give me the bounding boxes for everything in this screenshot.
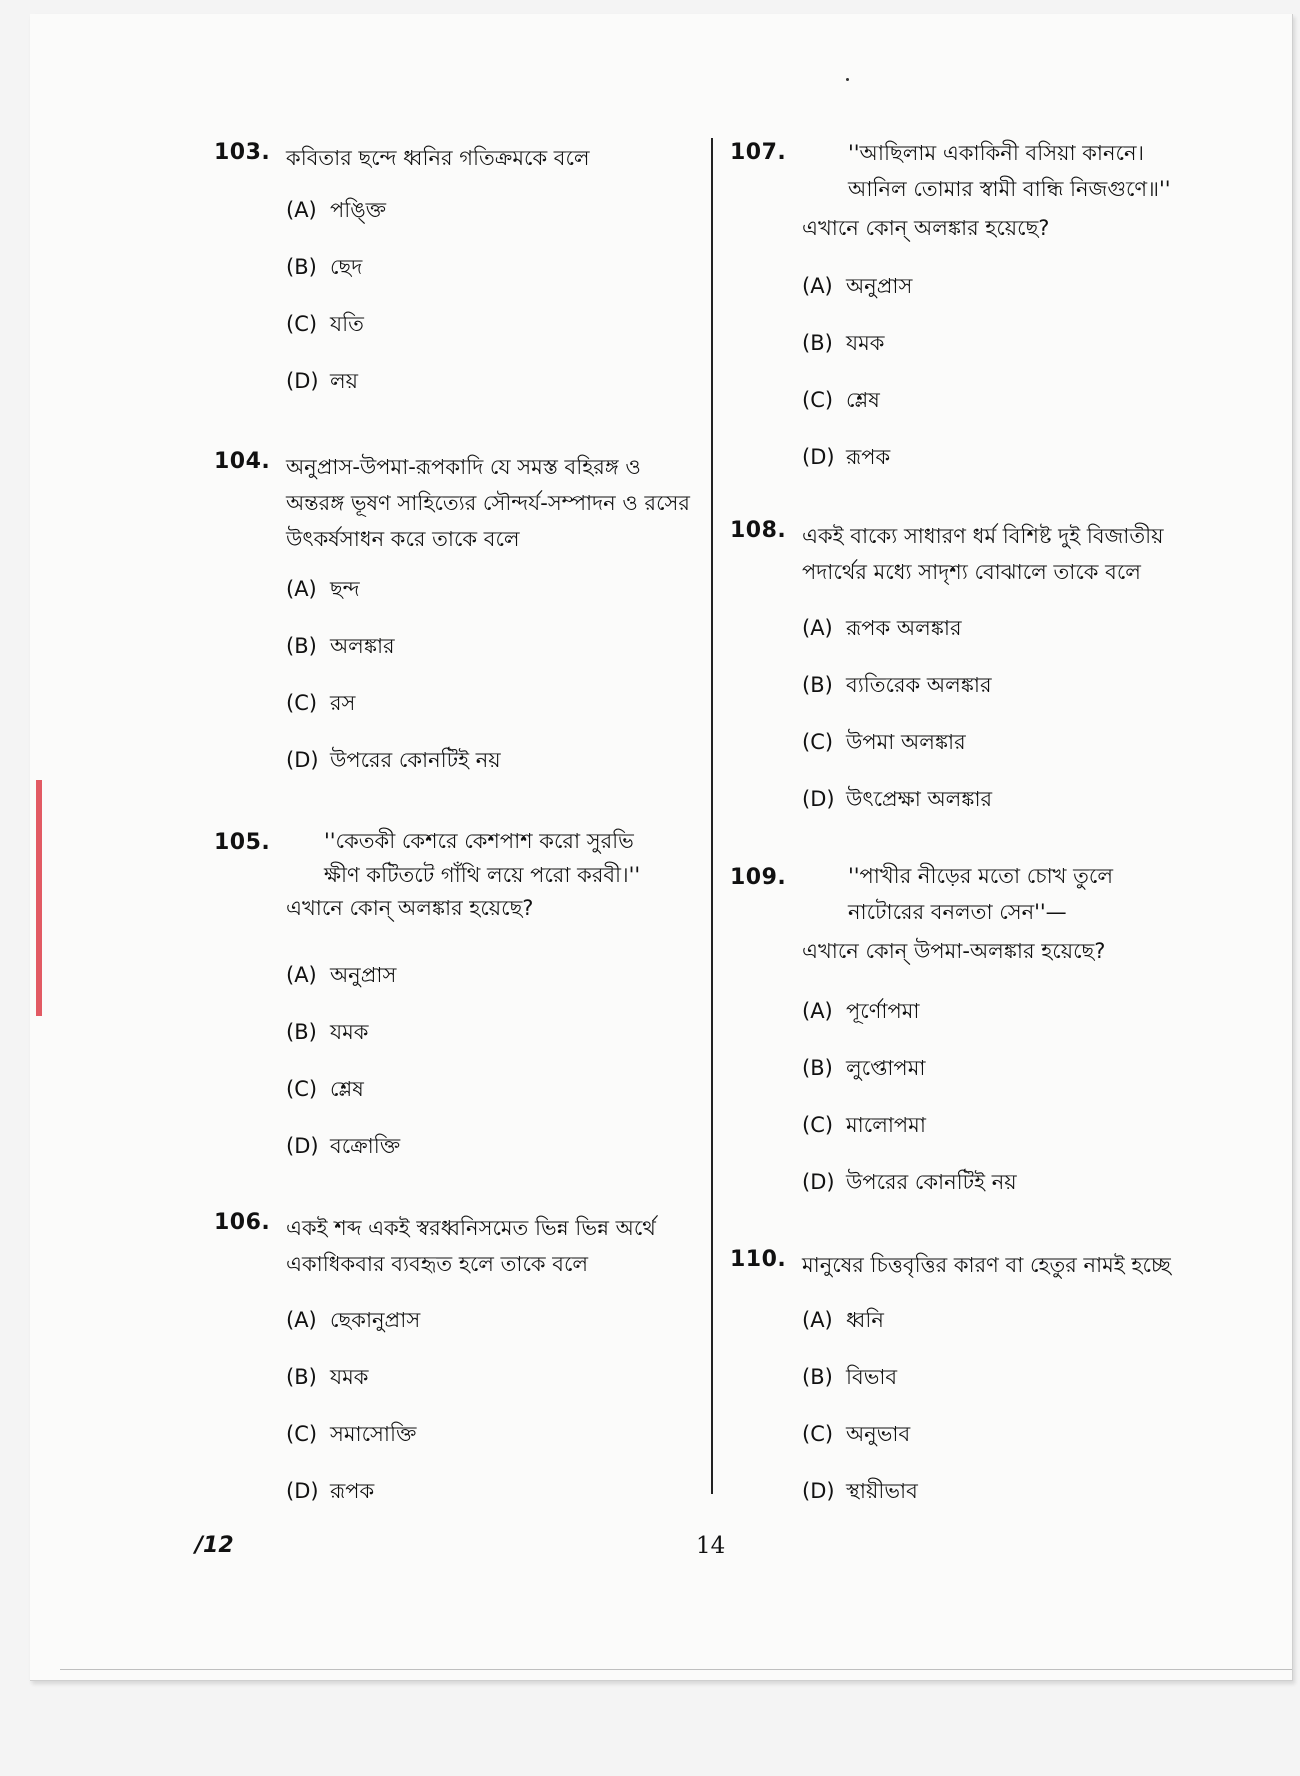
option-text: মালোপমা [846,1113,926,1137]
question-text-line: একই শব্দ একই স্বরধ্বনিসমেত ভিন্ন ভিন্ন অর্থে [286,1216,656,1240]
option-text: রূপক অলঙ্কার [846,616,962,640]
option-letter: (D) [286,1479,319,1503]
question-text [286,140,590,176]
option-a [286,194,386,229]
question-number: 103. [214,140,271,165]
quote-line: ক্ষীণ কটিতটে গাঁথি লয়ে পরো করবী।'' [324,863,641,887]
option-text: যমক [330,1365,369,1389]
option-letter: (C) [802,1113,834,1137]
quote-line: ''পাখীর নীড়ের মতো চোখ তুলে [848,864,1113,888]
option-c [802,726,966,761]
booklet-code: /12 [195,1533,234,1558]
question-text-line: এখানে কোন্ উপমা-অলঙ্কার হয়েছে? [802,939,1106,963]
question-text [286,890,533,926]
option-letter: (D) [802,445,835,469]
option-d [286,365,358,400]
option-text: অনুপ্রাস [330,963,397,987]
option-letter: (D) [802,1479,835,1503]
question-text-line: কবিতার ছন্দে ধ্বনির গতিক্রমকে বলে [286,146,590,170]
option-text: লয় [330,369,359,393]
option-text: যমক [330,1020,369,1044]
option-text: শ্লেষ [846,388,880,412]
option-a [802,995,920,1030]
question-number: 104. [214,449,271,474]
question-text [802,1247,1171,1283]
option-text: পূর্ণোপমা [846,999,920,1023]
option-letter: (C) [802,388,834,412]
option-a [286,959,396,994]
option-b [802,1361,897,1396]
question-number: 105. [214,830,271,855]
option-letter: (B) [286,1365,317,1389]
question-text-line: একাধিকবার ব্যবহৃত হলে তাকে বলে [286,1252,589,1276]
question-number: 110. [730,1247,787,1272]
quote-line: আনিল তোমার স্বামী বান্ধি নিজগুণে॥'' [848,177,1171,201]
option-letter: (D) [286,748,319,772]
option-letter: (D) [802,787,835,811]
option-c [286,687,355,722]
option-b [286,1016,368,1051]
option-b [286,630,395,665]
option-text: যমক [846,331,885,355]
option-text: বক্রোক্তি [330,1134,401,1158]
option-a [286,573,360,608]
option-letter: (A) [802,1308,833,1332]
option-letter: (D) [286,1134,319,1158]
option-letter: (C) [802,730,834,754]
option-text: বিভাব [846,1365,898,1389]
option-d [286,1130,400,1165]
scan-dot [846,78,849,81]
option-c [286,308,364,343]
option-text: রূপক [846,445,891,469]
option-text: অনুভাব [846,1422,911,1446]
option-b [286,1361,368,1396]
option-letter: (A) [802,999,833,1023]
option-c [802,384,880,419]
option-a [286,1304,420,1339]
column-divider [711,138,713,1494]
option-b [802,669,992,704]
option-text: যতি [330,312,364,336]
question-text-line: মানুষের চিত্তবৃত্তির কারণ বা হেতুর নামই হচ্ছে [802,1253,1171,1277]
option-d [802,1166,1017,1201]
option-text: ছেদ [330,255,363,279]
option-letter: (A) [286,1308,317,1332]
question-number: 108. [730,518,787,543]
quote-line: ''আছিলাম একাকিনী বসিয়া কাননে। [848,141,1145,165]
option-b [286,251,362,286]
question-text-line: একই বাক্যে সাধারণ ধর্ম বিশিষ্ট দুই বিজাতীয় [802,524,1164,548]
option-text: ধ্বনি [846,1308,884,1332]
option-text: উপমা অলঙ্কার [846,730,966,754]
question-number: 106. [214,1210,271,1235]
option-c [286,1418,416,1453]
option-text: অনুপ্রাস [846,274,913,298]
option-d [286,744,501,779]
page-number: 14 [696,1533,726,1559]
question-number: 109. [730,865,787,890]
option-d [286,1475,374,1510]
question-text [286,449,710,557]
question-text [802,210,1049,246]
option-a [802,270,912,305]
option-letter: (C) [286,312,318,336]
option-text: স্থায়ীভাব [846,1479,918,1503]
question-text-line: অন্তরঙ্গ ভূষণ সাহিত্যের সৌন্দর্য-সম্পাদন ও রসের [286,491,690,515]
question-text-line: অনুপ্রাস-উপমা-রূপকাদি যে সমস্ত বহিরঙ্গ ও [286,455,641,479]
option-letter: (C) [286,1422,318,1446]
option-letter: (A) [286,198,317,222]
option-letter: (D) [286,369,319,393]
option-letter: (B) [286,1020,317,1044]
option-letter: (C) [802,1422,834,1446]
quote-line: ''কেতকী কেশরে কেশপাশ করো সুরভি [324,829,634,853]
question-text-line: এখানে কোন্ অলঙ্কার হয়েছে? [802,216,1050,240]
option-letter: (B) [286,255,317,279]
option-text: রূপক [330,1479,375,1503]
paper-edge-line [60,1669,1292,1670]
option-d [802,783,992,818]
option-text: ছন্দ [330,577,360,601]
option-c [802,1109,926,1144]
option-b [802,327,884,362]
option-text: উপরের কোনটিই নয় [846,1170,1017,1194]
question-text-line: এখানে কোন্ অলঙ্কার হয়েছে? [286,896,534,920]
option-letter: (B) [286,634,317,658]
option-d [802,1475,918,1510]
option-text: ছেকানুপ্রাস [330,1308,421,1332]
option-b [802,1052,925,1087]
option-letter: (A) [802,616,833,640]
option-a [802,1304,884,1339]
option-letter: (A) [802,274,833,298]
option-text: শ্লেষ [330,1077,364,1101]
question-text-line: উৎকর্ষসাধন করে তাকে বলে [286,527,520,551]
option-text: উৎপ্রেক্ষা অলঙ্কার [846,787,993,811]
option-text: উপরের কোনটিই নয় [330,748,501,772]
option-text: পঙ্ক্তি [330,198,387,222]
quote-line: নাটোরের বনলতা সেন''— [848,900,1067,924]
option-a [802,612,962,647]
option-letter: (B) [802,331,833,355]
option-d [802,441,890,476]
question-text [802,518,1222,590]
question-number: 107. [730,140,787,165]
option-letter: (D) [802,1170,835,1194]
option-c [802,1418,910,1453]
question-text [286,1210,710,1282]
option-text: অলঙ্কার [330,634,395,658]
option-text: রস [330,691,356,715]
question-text-line: পদার্থের মধ্যে সাদৃশ্য বোঝালে তাকে বলে [802,560,1141,584]
option-letter: (C) [286,1077,318,1101]
option-letter: (A) [286,963,317,987]
option-text: ব্যতিরেক অলঙ্কার [846,673,992,697]
option-letter: (A) [286,577,317,601]
option-letter: (B) [802,1056,833,1080]
option-letter: (B) [802,673,833,697]
option-c [286,1073,364,1108]
option-text: সমাসোক্তি [330,1422,417,1446]
red-binding-tab [36,780,42,1016]
question-text [802,933,1105,969]
option-letter: (B) [802,1365,833,1389]
option-letter: (C) [286,691,318,715]
option-text: লুপ্তোপমা [846,1056,926,1080]
